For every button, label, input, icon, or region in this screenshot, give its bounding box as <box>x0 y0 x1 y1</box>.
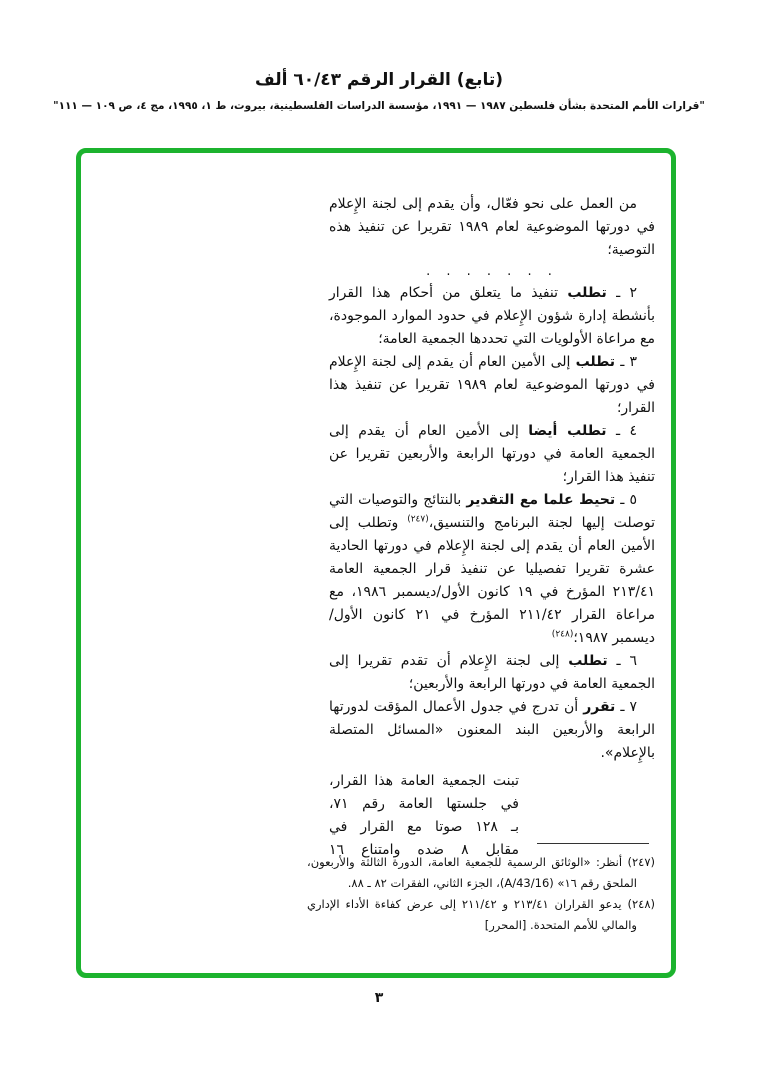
paragraph-5-lead: تحيط علما مع التقدير <box>466 492 616 508</box>
resolution-text-column <box>329 193 655 862</box>
green-border-box <box>76 148 676 978</box>
footnote-separator-rule <box>537 843 649 844</box>
source-citation-line: "قرارات الأمم المتحدة بشأن فلسطين ١٩٨٧ — ١٩٩١، مؤسسة الدراسات الفلسطينية، بيروت، ط ١، ١٩٩٥، مج ٤، ص ١٠٩ — ١١١" <box>53 100 705 112</box>
paragraph-7-lead: تقرر <box>583 699 616 715</box>
adoption-line-1: تبنت الجمعية العامة هذا القرار، <box>329 773 519 789</box>
paragraph-6: ٦ ـ تطلب إلى لجنة الإِعلام أن تقدم تقريرا إلى الجمعية العامة في دورتها الرابعة والأربعين؛ <box>329 653 655 692</box>
footnote-247: (٢٤٧) أنظر: «الوثائق الرسمية للجمعية العامة، الدورة الثالثة والأربعون، الملحق رقم ١٦» (A/43/16)، الجزء الثاني، الفقرات ٨٢ ـ ٨٨. <box>307 855 655 890</box>
footnote-ref-248: (٢٤٨) <box>551 629 574 640</box>
paragraph-3: ٣ ـ تطلب إلى الأمين العام أن يقدم إلى لجنة الإِعلام في دورتها الموضوعية لعام ١٩٨٩ تقريرا عن تنفيذ هذا القرار؛ <box>329 354 655 416</box>
footnote-247-number: (٢٤٧) <box>627 855 655 869</box>
adoption-line-3: بـ ١٢٨ صوتا مع القرار في <box>329 819 519 835</box>
paragraph-6-number: ٦ ـ <box>607 653 637 669</box>
resolution-title: (تابع) القرار الرقم ٦٠/٤٣ ألف <box>254 70 504 90</box>
paragraph-2-lead: تطلب <box>567 285 607 301</box>
paragraph-3-number: ٣ ـ <box>615 354 637 370</box>
paragraph-continuation: من العمل على نحو فعّال، وأن يقدم إلى لجنة الإِعلام في دورتها الموضوعية لعام ١٩٨٩ تقريرا عن تنفيذ هذه التوصية؛ <box>329 196 655 258</box>
paragraph-7-number: ٧ ـ <box>615 699 637 715</box>
adoption-line-2: في جلستها العامة رقم ٧١، <box>329 796 519 812</box>
footnote-248-number: (٢٤٨) <box>627 897 655 911</box>
paragraph-3-lead: تطلب <box>575 354 616 370</box>
footnotes-block <box>307 843 655 936</box>
adoption-line-4: مقابل ٨ ضده وامتناع ١٦ <box>329 842 520 858</box>
paragraph-4-number: ٤ ـ <box>606 423 637 439</box>
paragraph-4-lead: تطلب أيضا <box>528 423 607 439</box>
paragraph-7: ٧ ـ تقرر أن تدرج في جدول الأعمال المؤقت لدورتها الرابعة والأربعين البند المعنون «المسائل المتصلة بالإِعلام». <box>329 699 655 761</box>
paragraph-5: ٥ ـ تحيط علما مع التقدير بالنتائج والتوصيات التي توصلت إليها لجنة البرنامج والتنسيق،$^{(٢٤٧)}$ وتطلب إلى الأمين العام أن يقدم إلى لجنة الإِعلام في دورتها الحادية عشرة تقريرا تفصيليا عن تنفيذ قرار الجمعية العامة ٢١٣/٤١ المؤرخ في ١٩ كانون الأول/ديسمبر ١٩٨٦، مع مراعاة القرار ٢١١/٤٢ المؤرخ في ٢١ كانون الأول/ديسمبر ١٩٨٧؛$^{(٢٤٨)}$ <box>329 492 655 646</box>
paragraph-2: ٢ ـ تطلب تنفيذ ما يتعلق من أحكام هذا القرار بأنشطة إدارة شؤون الإِعلام في حدود الموارد الموجودة، مع مراعاة الأولويات التي تحددها الجمعية العامة؛ <box>329 285 655 347</box>
paragraph-6-lead: تطلب <box>568 653 608 669</box>
page-number: ٣ <box>374 990 384 1006</box>
ellipsis-dots-line: . . . . . . . <box>426 264 558 279</box>
paragraph-4: ٤ ـ تطلب أيضا إلى الأمين العام أن يقدم إلى الجمعية العامة في دورتها الرابعة والأربعين تقريرا عن تنفيذ هذا القرار؛ <box>329 423 655 485</box>
paragraph-5-number: ٥ ـ <box>615 492 637 508</box>
footnote-ref-247: (٢٤٧) <box>407 514 429 525</box>
paragraph-2-number: ٢ ـ <box>606 285 637 301</box>
footnote-248: (٢٤٨) يدعو القراران ٢١٣/٤١ و ٢١١/٤٢ إلى عرض كفاءة الأداء الإداري والمالي للأمم المتحدة. [المحرر] <box>307 897 655 932</box>
